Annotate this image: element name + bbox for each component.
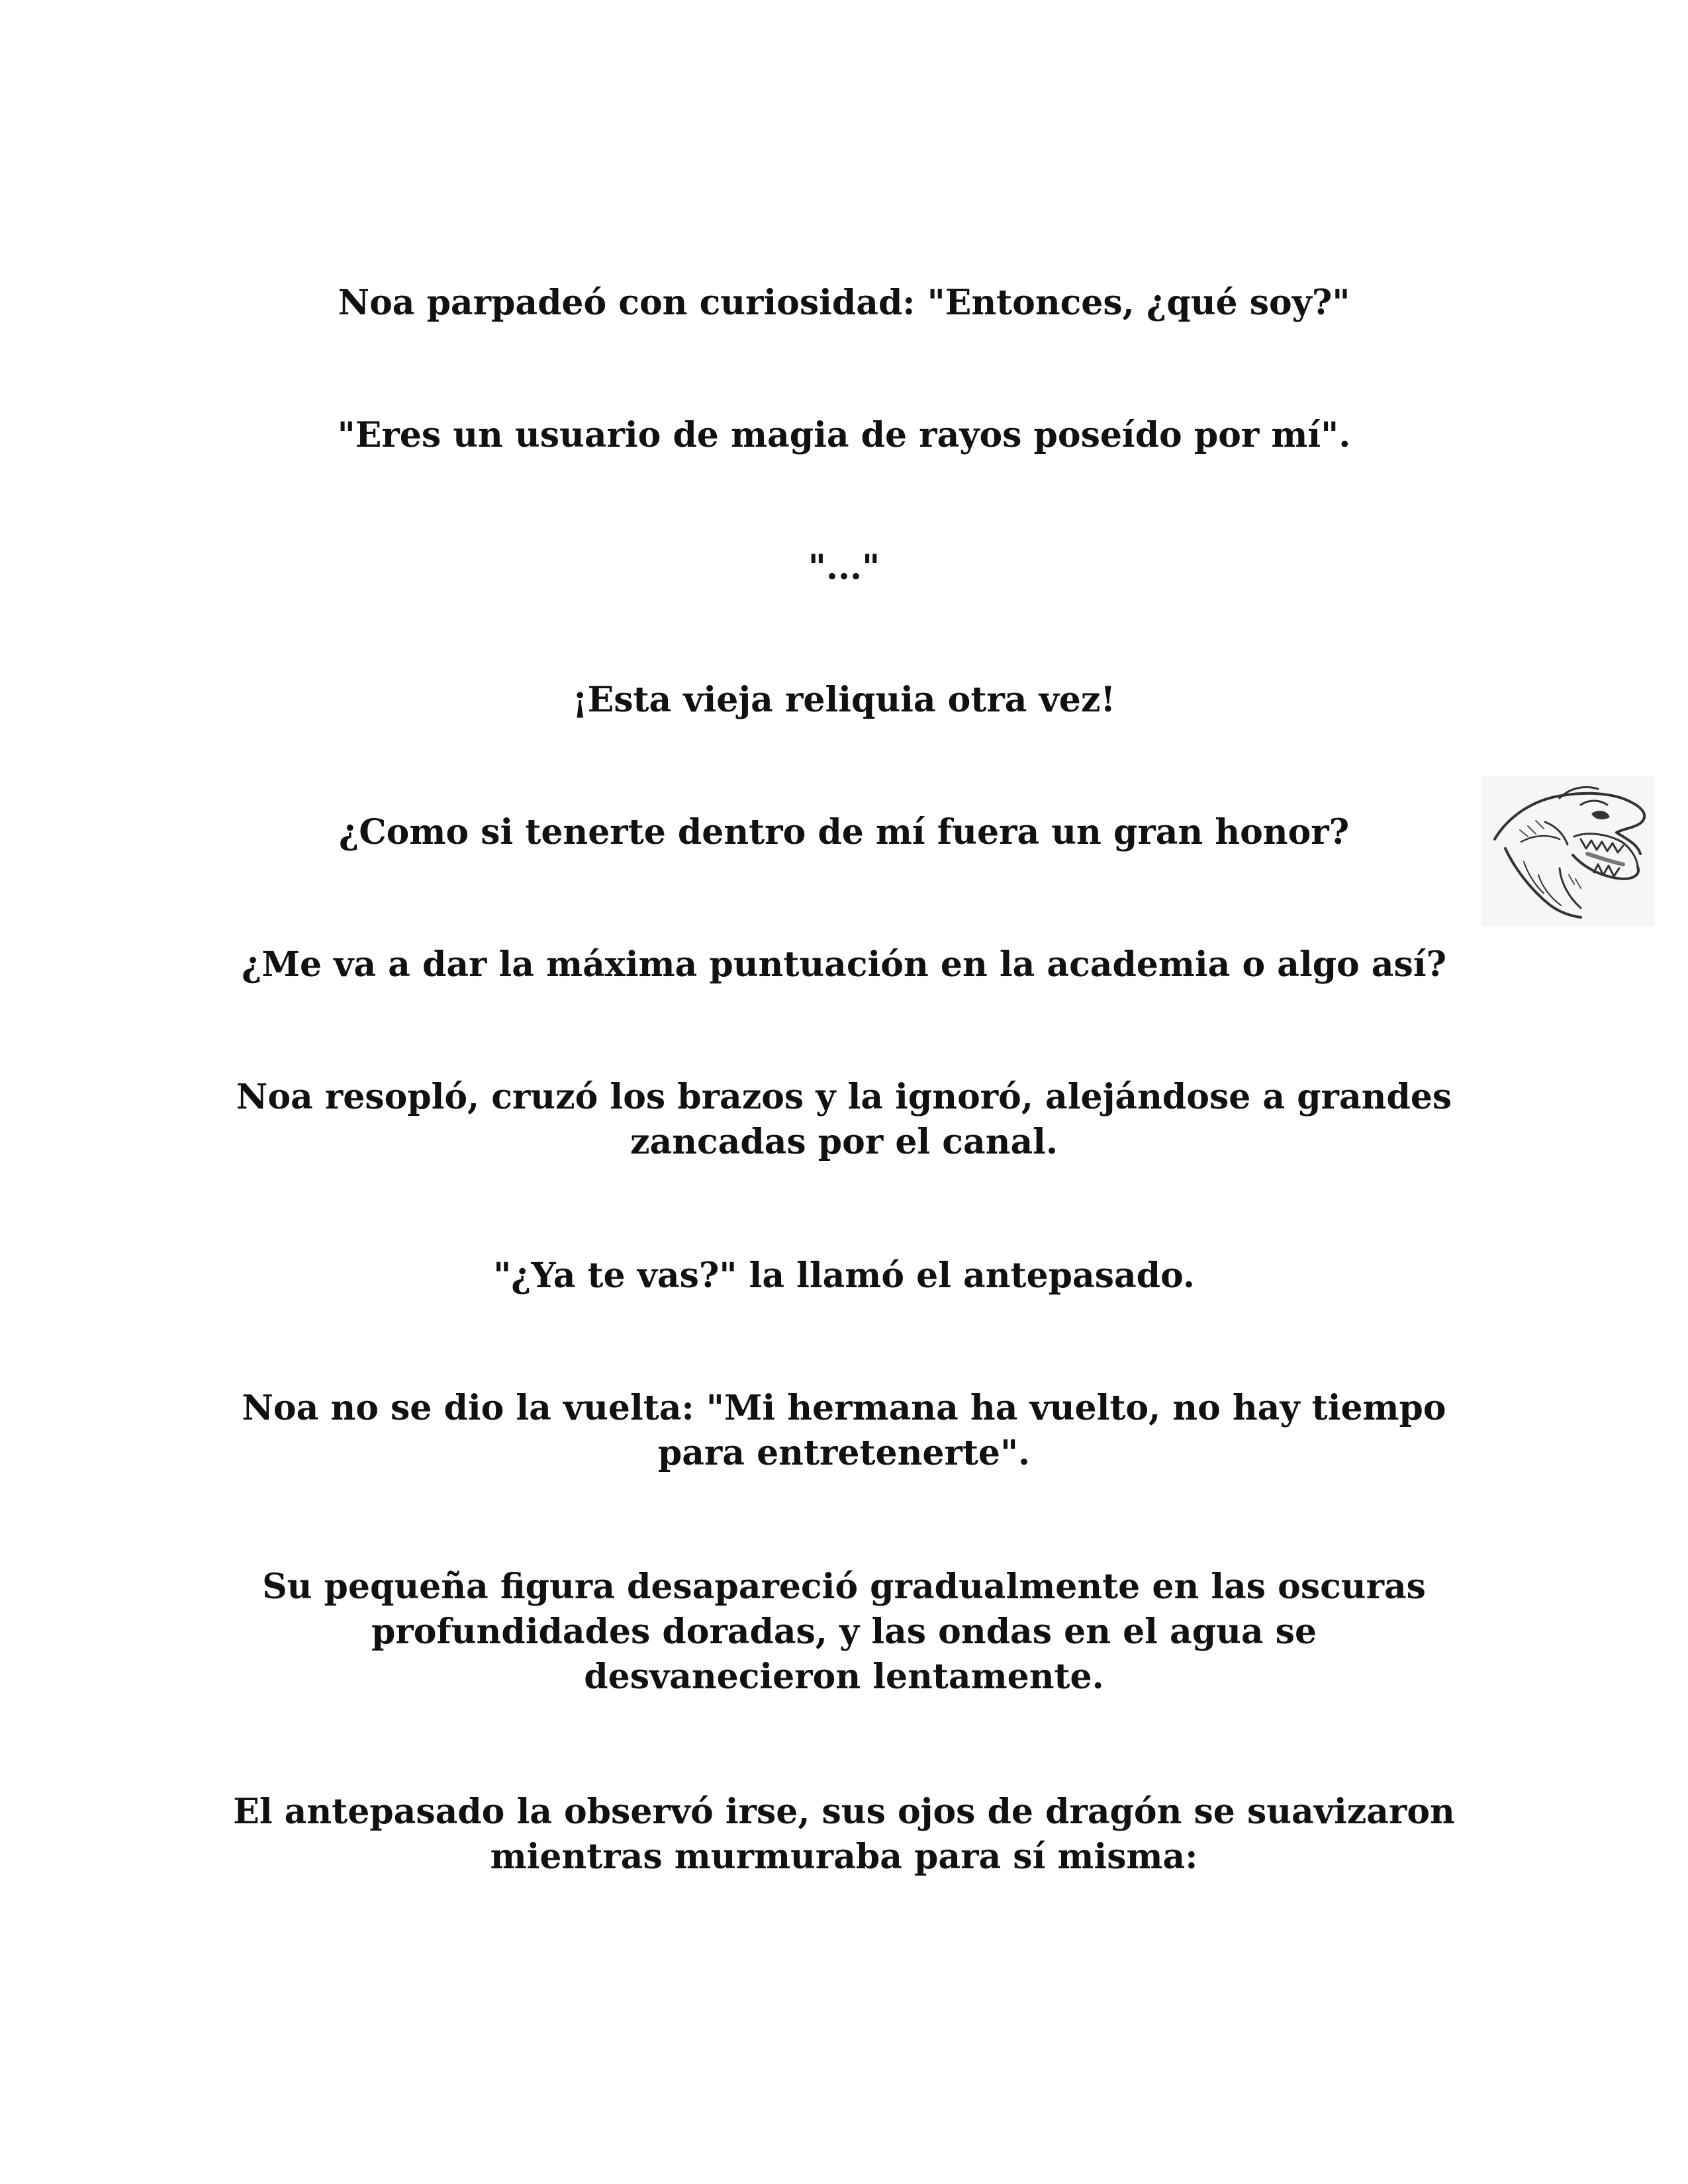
- paragraph-6: ¿Me va a dar la máxima puntuación en la academia o algo así?: [241, 944, 1447, 985]
- paragraph-1: Noa parpadeó con curiosidad: "Entonces, ¿qué soy?": [338, 283, 1350, 323]
- paragraph-2: "Eres un usuario de magia de rayos poseído por mí".: [337, 415, 1351, 455]
- paragraph-9: Noa no se dio la vuelta: "Mi hermana ha vuelto, no hay tiempo para entretenerte".: [242, 1388, 1446, 1473]
- dragon-head-sketch-icon: [1481, 776, 1655, 927]
- paragraph-10: Su pequeña figura desapareció gradualmente en las oscuras profundidades doradas, y las ondas en el agua se desvanecieron lentamente.: [262, 1567, 1426, 1697]
- paragraph-3: "...": [808, 547, 880, 588]
- paragraph-8: "¿Ya te vas?" la llamó el antepasado.: [493, 1255, 1195, 1296]
- paragraph-7: Noa resopló, cruzó los brazos y la ignoró, alejándose a grandes zancadas por el canal.: [236, 1077, 1452, 1162]
- paragraph-4: ¡Esta vieja reliquia otra vez!: [572, 680, 1116, 720]
- paragraph-5: ¿Como si tenerte dentro de mí fuera un gran honor?: [338, 812, 1350, 852]
- paragraph-11: El antepasado la observó irse, sus ojos de dragón se suavizaron mientras murmuraba para sí misma:: [233, 1792, 1455, 1877]
